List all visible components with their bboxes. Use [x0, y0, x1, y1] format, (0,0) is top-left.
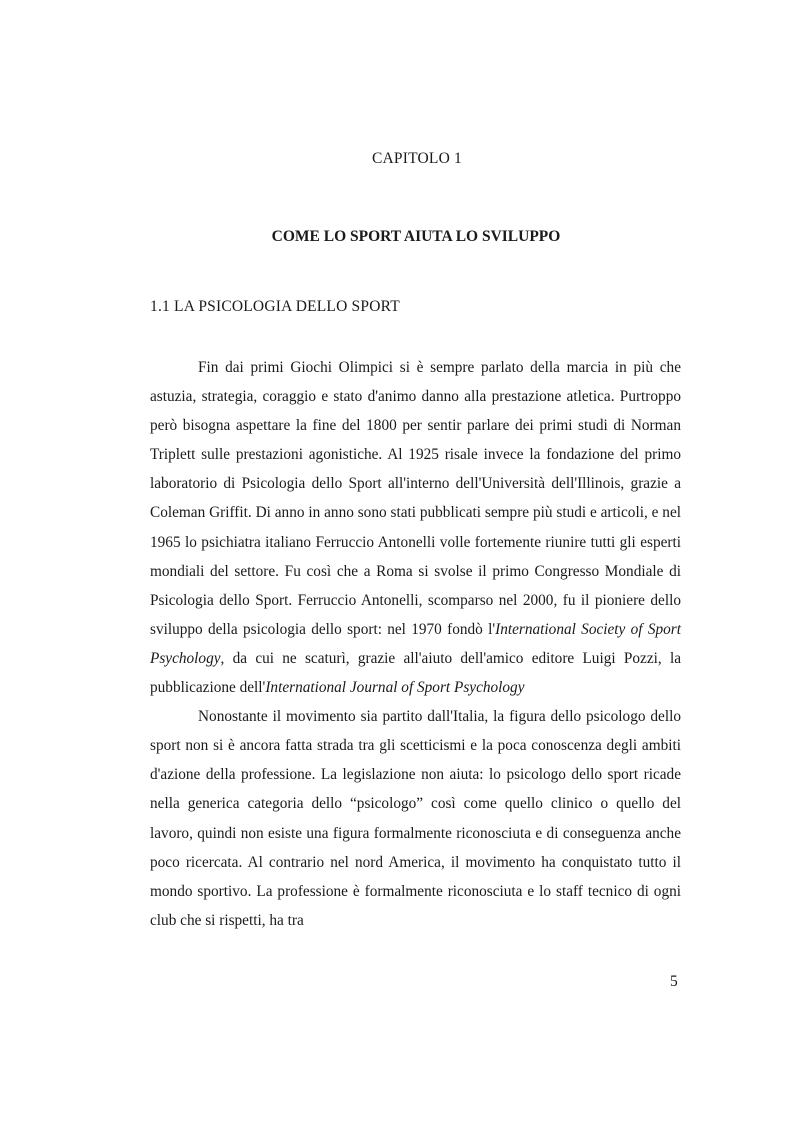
paragraph-1-text-a: Fin dai primi Giochi Olimpici si è sempre parlato della marcia in più che astuzia, strategia, coraggio e stato d'animo danno alla prestazione atletica. Purtroppo però bisogna aspettare la fine del 1800 per sentir parlare dei primi studi di Norman Triplett sulle prestazioni agonistiche. Al 1925 risale invece la fondazione del primo laboratorio di Psicologia dello Sport all'interno dell'Università dell'Illinois, grazie a Coleman Griffit. Di anno in anno sono stati pubblicati sempre più studi e articoli, e nel 1965 lo psichiatra italiano Ferruccio Antonelli volle fortemente riunire tutti gli esperti mondiali del settore. Fu così che a Roma si svolse il primo Congresso Mondiale di Psicologia dello Sport. Ferruccio Antonelli, scomparso nel 2000, fu il pioniere dello sviluppo della psicologia dello sport: nel 1970 fondò l'	[150, 359, 681, 638]
chapter-title: COME LO SPORT AIUTA LO SVILUPPO	[271, 228, 561, 245]
body-text	[150, 353, 681, 935]
paragraph-1	[150, 353, 681, 702]
italic-journal-name: International Journal of Sport Psychology	[265, 679, 525, 697]
paragraph-2-text: Nonostante il movimento sia partito dall'Italia, la figura dello psicologo dello sport non si è ancora fatta strada tra gli scetticismi e la poca conoscenza degli ambiti d'azione della professione. La legislazione non aiuta: lo psicologo dello sport ricade nella generica categoria dello “psicologo” così come quello clinico o quello del lavoro, quindi non esiste una figura formalmente riconosciuta e di conseguenza anche poco ricercata. Al contrario nel nord America, il movimento ha conquistato tutto il mondo sportivo. La professione è formalmente riconosciuta e lo staff tecnico di ogni club che si rispetti, ha tra	[150, 708, 681, 929]
italic-society-name: International Society of Sport Psychology	[150, 620, 681, 667]
paragraph-1-text-b: , da cui ne scaturì, grazie all'aiuto dell'amico editore Luigi Pozzi, la pubblicazione dell'	[150, 649, 681, 697]
page-number: 5	[670, 973, 678, 990]
section-heading: 1.1 LA PSICOLOGIA DELLO SPORT	[150, 298, 400, 315]
chapter-label: CAPITOLO 1	[372, 150, 462, 167]
paragraph-2	[150, 702, 681, 935]
